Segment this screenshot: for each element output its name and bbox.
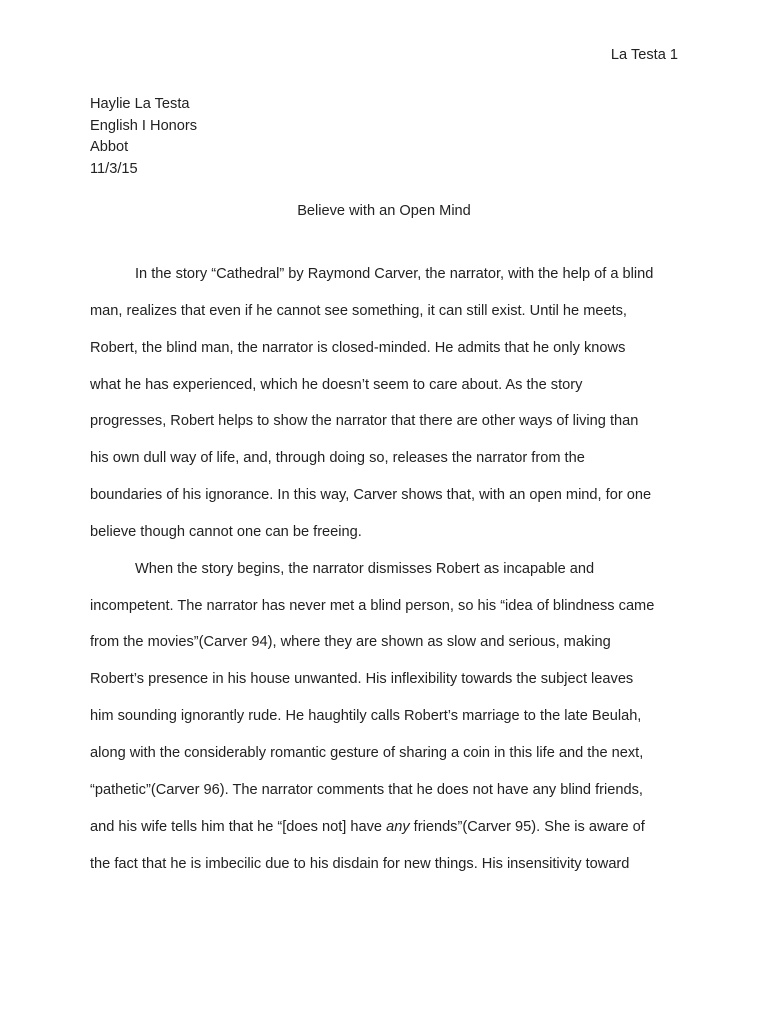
body-line: believe though cannot one can be freeing. xyxy=(90,523,362,540)
essay-title: Believe with an Open Mind xyxy=(297,203,471,219)
body-line: Robert’s presence in his house unwanted. His inflexibility towards the subject leaves xyxy=(90,671,634,688)
body-line: the fact that he is imbecilic due to his disdain for new things. His insensitivity toward xyxy=(90,855,630,872)
body-line: “pathetic”(Carver 96). The narrator comments that he does not have any blind friends, xyxy=(90,781,643,798)
essay-body xyxy=(90,264,678,890)
heading-block xyxy=(90,94,197,180)
body-line: him sounding ignorantly rude. He haughtily calls Robert’s marriage to the late Beulah, xyxy=(90,708,642,725)
body-line: man, realizes that even if he cannot see something, it can still exist. Until he meets, xyxy=(90,302,627,319)
body-line: from the movies”(Carver 94), where they are shown as slow and serious, making xyxy=(90,634,611,651)
body-line: In the story “Cathedral” by Raymond Carver, the narrator, with the help of a blind xyxy=(135,266,654,282)
body-line xyxy=(90,817,678,854)
running-head: La Testa 1 xyxy=(610,47,678,63)
body-line: along with the considerably romantic gesture of sharing a coin in this life and the next, xyxy=(90,744,644,761)
essay-date: 11/3/15 xyxy=(90,160,138,177)
body-line: Robert, the blind man, the narrator is closed-minded. He admits that he only knows xyxy=(90,339,626,356)
teacher-name: Abbot xyxy=(90,139,129,155)
body-line: incompetent. The narrator has never met a blind person, so his “idea of blindness came xyxy=(90,597,655,614)
body-line: progresses, Robert helps to show the narrator that there are other ways of living than xyxy=(90,413,639,430)
body-text: and his wife tells him that he “[does not] have xyxy=(90,818,387,835)
paragraph-1 xyxy=(90,264,678,559)
body-line: what he has experienced, which he doesn’t seem to care about. As the story xyxy=(90,376,583,393)
body-line: boundaries of his ignorance. In this way, Carver shows that, with an open mind, for one xyxy=(90,487,652,504)
course-name: English I Honors xyxy=(90,117,198,134)
student-name: Haylie La Testa xyxy=(90,96,190,112)
body-line: his own dull way of life, and, through doing so, releases the narrator from the xyxy=(90,450,585,467)
body-text: friends”(Carver 95). She is aware of xyxy=(409,818,645,835)
emphasized-word: any xyxy=(386,818,410,835)
body-line: When the story begins, the narrator dismisses Robert as incapable and xyxy=(135,560,595,577)
paragraph-2 xyxy=(90,559,678,891)
